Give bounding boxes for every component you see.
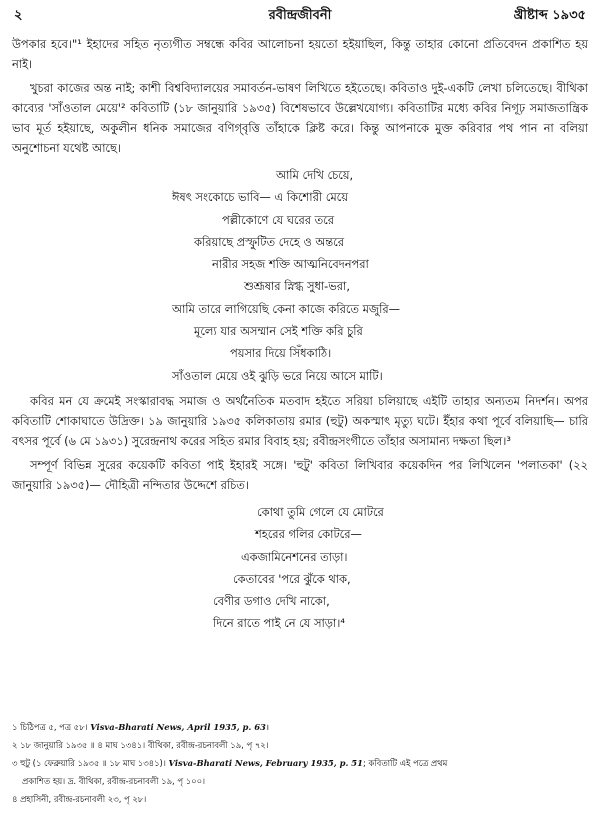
- footnote-citation: Visva-Bharati News, April 1935, p. 63: [90, 722, 266, 732]
- poem-line: বেণীর ডগাও দেখি নাকো,: [213, 594, 330, 609]
- footnote-3: [12, 754, 588, 772]
- poem-line: আমি তারে লাগিয়েছি কেনা কাজে করিতে মজুরি—: [172, 301, 401, 316]
- footnote-1: [12, 718, 588, 736]
- paragraph: খুচরা কাজের অন্ত নাই; কাশী বিশ্ববিদ্যালয়ের সমাবর্তন-ভাষণ লিখিতে হইতেছে। কবিতাও দুই-একটি লেখা চলিতেছে। বীথিকা কাব্যের 'সাঁওতাল মেয়ে'² কবিতাটি (১৮ জানুয়ারি ১৯৩৫) বিশেষভাবে উল্লেখযোগ্য। কবিতাটির মধ্যে কবির নিগূঢ় সমাজতান্ত্রিক ভাব মূর্ত হইয়াছে, অকুলীন ধনিক সমাজের বণিগ্‌বৃত্তি তাঁহাকে ক্লিষ্ট করে। কিন্তু আপনাকে মুক্ত করিবার পথ পান না বলিয়া অনুশোচনা যথেষ্ট আছে।: [12, 81, 588, 155]
- poem-line: আমি দেখি চেয়ে,: [276, 168, 354, 182]
- poem-line: কেতাবের 'পরে ঝুঁকে থাক,: [233, 571, 351, 586]
- footnote-text: ১ চিঠিপত্র ৫, পত্র ৫৮।: [12, 722, 88, 732]
- poem-line: মূল্যে যার অসম্মান সেই শক্তি করি চুরি: [194, 324, 363, 339]
- poem-line: পয়সার দিয়ে সিঁধকাঠি।: [230, 346, 332, 361]
- footnote-4: ৪ প্রহাসিনী, রবীন্দ্র-রচনাবলী ২৩, পৃ ২৮।: [12, 794, 147, 804]
- paragraph: উপকার হবে।"¹ ইহাদের সহিত নৃত্যগীত সম্বন্ধে কবির আলোচনা হয়তো হইয়াছিল, কিন্তু তাহার কোনো প্রতিবেদন প্রকাশিত হয় নাই।: [12, 37, 588, 71]
- page-number: ২: [14, 8, 23, 23]
- poem-line: সাঁওতাল মেয়ে ওই ঝুড়ি ভরে নিয়ে আসে মাটি।: [172, 368, 383, 383]
- poem-line: শুশ্রূষার স্নিগ্ধ সুধা-ভরা,: [244, 279, 350, 294]
- poem-line: একজামিনেশনের তাড়া।: [241, 549, 348, 564]
- poem-stanza: [12, 501, 588, 635]
- footnote-text: ।: [265, 722, 270, 732]
- poem-line: পল্লীকোণে যে ঘরের তরে: [222, 212, 334, 227]
- running-header: [14, 6, 586, 26]
- poem-line: শহরের গলির কোটরে—: [255, 527, 362, 542]
- footnote-3-continued: প্রকাশিত হয়। দ্র. বীথিকা, রবীন্দ্র-রচনাবলী ১৯, পৃ ১০০।: [22, 776, 206, 786]
- poem-line: নারীর সহজ শক্তি আত্মনিবেদনপরা: [212, 257, 369, 272]
- running-title: রবীন্দ্রজীবনী: [268, 8, 332, 23]
- footnote-text: ৩ হুটু (১ ফেব্রুয়ারি ১৯৩৫ ॥ ১৮ মাঘ ১৩৪১)।: [12, 758, 166, 768]
- poem-line: দিনে রাতে পাই নে যে সাড়া।⁴: [213, 616, 345, 631]
- poem-line: কোথা তুমি গেলে যে মোটরে: [257, 504, 384, 519]
- paragraph: সম্পূর্ণ বিভিন্ন সুরের কয়েকটি কবিতা পাই ইহারই সঙ্গে। 'হুটু' কবিতা লিখিবার কয়েকদিন পর লিখিলেন 'পলাতকা' (২২ জানুয়ারি ১৯৩৫)— দৌহিত্রী নন্দিতার উদ্দেশে রচিত।: [12, 457, 588, 492]
- poem-stanza: [12, 164, 588, 387]
- footnote-2: ২ ১৮ জানুয়ারি ১৯৩৫ ॥ ৪ মাঘ ১৩৪১। বীথিকা, রবীন্দ্র-রচনাবলী ১৯, পৃ ৭২।: [12, 740, 269, 750]
- page-body: [12, 34, 588, 639]
- footnote-text: ; কবিতাটি এই পত্রে প্রথম: [362, 758, 448, 768]
- poem-line: ঈষৎ সংকোচে ভাবি— এ কিশোরী মেয়ে: [172, 190, 348, 205]
- poem-line: করিয়াছে প্রস্ফুটিত দেহে ও অন্তরে: [194, 234, 344, 249]
- running-year: খ্রীষ্টাব্দ ১৯৩৫: [513, 8, 586, 23]
- footnote-citation: Visva-Bharati News, February 1935, p. 51: [168, 758, 363, 768]
- footnotes: [12, 718, 588, 808]
- paragraph: কবির মন যে ক্রমেই সংস্কারাবদ্ধ সমাজ ও অর্থনৈতিক মতবাদ হইতে সরিয়া চলিয়াছে এইটি তাহার অন্যতম নিদর্শন। অপর কবিতাটি শোকাঘাতে উদ্রিক্ত। ১৯ জানুয়ারি ১৯৩৫ কলিকাতায় রমার (হুটু) অকস্মাৎ মৃত্যু ঘটে। ইঁহার কথা পূর্বে বলিয়াছি— চারি বৎসর পূর্বে (৬ মে ১৯৩১) সুরেন্দ্রনাথ করের সহিত রমার বিবাহ হয়; রবীন্দ্রসংগীতে তাঁহার অসামান্য দক্ষতা ছিল।³: [12, 393, 588, 448]
